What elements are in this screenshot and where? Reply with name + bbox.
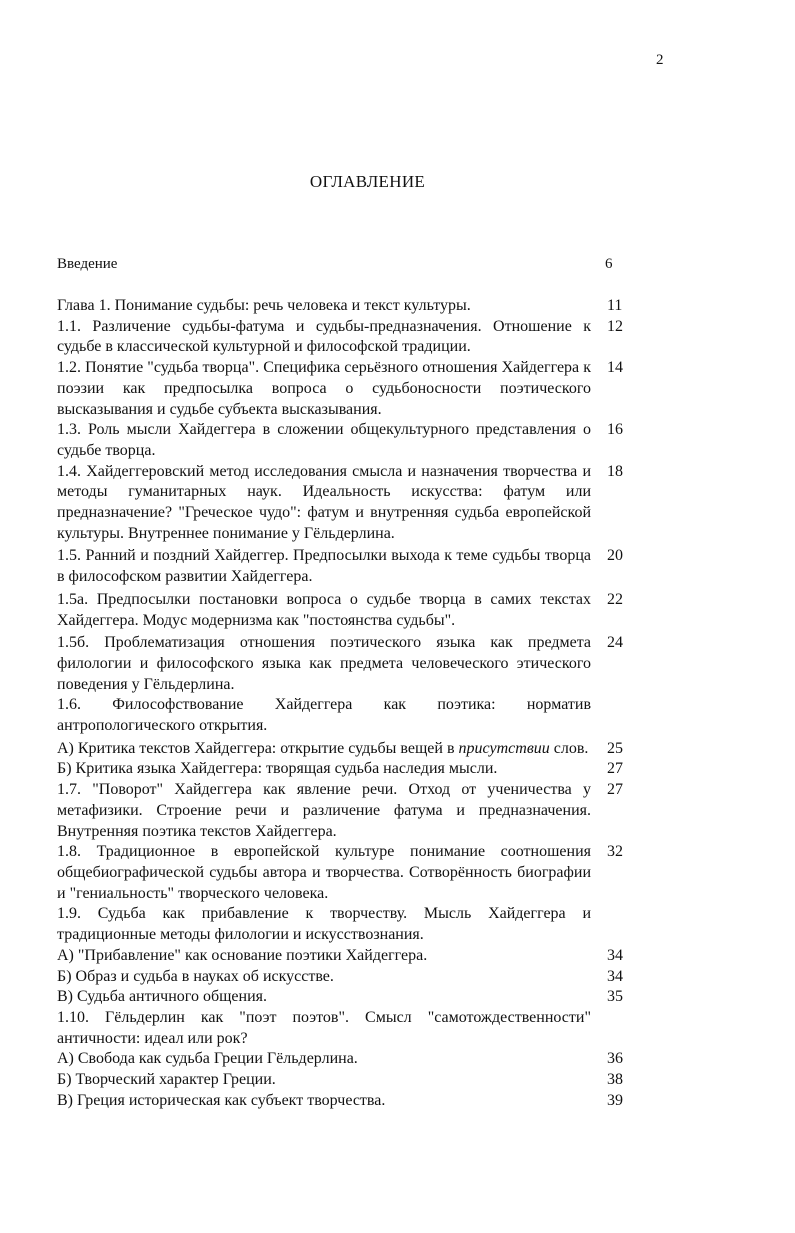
page-number: 2 xyxy=(656,52,664,68)
toc-entry-title: 1.5б. Проблематизация отношения поэтического языка как предмета филологии и философского языка как предмета человеческого этического поведения у Гёльдерлина. xyxy=(57,634,591,693)
toc-entry-page: 34 xyxy=(607,946,623,964)
toc-entry xyxy=(57,358,627,420)
toc-entry xyxy=(57,317,627,358)
toc-entry xyxy=(57,296,627,317)
toc-entry-page: 39 xyxy=(607,1091,623,1109)
toc-entry-title: 1.9. Судьба как прибавление к творчеству. Мысль Хайдеггера и традиционные методы филологии и искусствознания. xyxy=(57,905,591,944)
toc-entry-title: 1.2. Понятие "судьба творца". Специфика серьёзного отношения Хайдеггера к поэзии как предпосылка вопроса о судьбоносности поэтического высказывания и судьбе субъекта высказывания. xyxy=(57,359,591,418)
toc-entry-page: 24 xyxy=(607,634,623,652)
toc-entry xyxy=(57,633,627,695)
toc-entry-page: 36 xyxy=(607,1050,623,1068)
toc-entry-title: Глава 1. Понимание судьбы: речь человека и текст культуры. xyxy=(57,297,471,314)
toc-entry-page: 6 xyxy=(605,256,613,272)
toc-entry xyxy=(57,1008,627,1049)
toc-entry-title: 1.8. Традиционное в европейской культуре понимание соотношения общебиографической судьбы автора и творчества. Сотворённость биографии и "гениальность" творческого человека. xyxy=(57,843,591,902)
toc-entry xyxy=(57,1070,627,1091)
toc-entry xyxy=(57,739,627,760)
toc-entry-page: 27 xyxy=(607,781,623,799)
toc-entry-page: 35 xyxy=(607,988,623,1006)
toc-entry-title: Б) Критика языка Хайдеггера: творящая судьба наследия мысли. xyxy=(57,760,498,778)
toc-entry-title: 1.7. "Поворот" Хайдеггера как явление речи. Отход от ученичества у метафизики. Строение речи и различение фатума и предназначения. Внутренняя поэтика текстов Хайдеггера. xyxy=(57,781,591,840)
toc-entry-page: 18 xyxy=(607,462,623,480)
toc-entry xyxy=(57,967,627,988)
toc-entry xyxy=(57,546,627,587)
toc-entry xyxy=(57,1091,627,1112)
toc-entry-title: А) "Прибавление" как основание поэтики Хайдеггера. xyxy=(57,946,428,964)
toc-entry-page: 32 xyxy=(607,843,623,861)
toc-introduction xyxy=(57,256,627,273)
toc-entry-title: Б) Творческий характер Греции. xyxy=(57,1071,276,1089)
toc-list xyxy=(57,296,627,1111)
toc-entry-title-end: слов. xyxy=(549,739,589,757)
toc-entry-title: 1.5. Ранний и поздний Хайдеггер. Предпосылки выхода к теме судьбы творца в философском развитии Хайдеггера. xyxy=(57,547,591,586)
toc-entry-title: 1.6. Философствование Хайдеггера как поэтика: норматив антропологического открытия. xyxy=(57,696,591,735)
toc-entry-title: В) Судьба античного общения. xyxy=(57,988,267,1006)
toc-entry-title: 1.4. Хайдеггеровский метод исследования смысла и назначения творчества и методы гуманитарных наук. Идеальность искусства: фатум или предназначение? "Греческое чудо": фатум и внутренняя судьба европейской культуры. Внутреннее понимание у Гёльдерлина. xyxy=(57,462,591,542)
toc-entry-title: Введение xyxy=(57,256,118,272)
toc-entry-page: 25 xyxy=(607,739,623,757)
toc-entry-title: 1.10. Гёльдерлин как "поэт поэтов". Смысл "самотождественности" античности: идеал или рок? xyxy=(57,1008,591,1047)
toc-entry xyxy=(57,695,627,736)
toc-entry xyxy=(57,420,627,461)
toc-entry xyxy=(57,590,627,631)
toc-entry-title-italic: присутствии xyxy=(458,739,550,757)
toc-entry-title: А) Свобода как судьба Греции Гёльдерлина. xyxy=(57,1050,358,1068)
toc-entry-page: 16 xyxy=(607,421,623,439)
toc-entry xyxy=(57,842,627,904)
toc-entry xyxy=(57,987,627,1008)
toc-entry-page: 22 xyxy=(607,590,623,608)
toc-entry xyxy=(57,946,627,967)
toc-entry-page: 11 xyxy=(607,297,623,314)
toc-entry-page: 12 xyxy=(607,317,623,335)
toc-entry-title: Б) Образ и судьба в науках об искусстве. xyxy=(57,967,334,985)
page-title: ОГЛАВЛЕНИЕ xyxy=(309,172,426,191)
toc-entry-title: 1.5а. Предпосылки постановки вопроса о судьбе творца в самих текстах Хайдеггера. Модус модернизма как "постоянства судьбы". xyxy=(57,590,591,629)
toc-entry-title: 1.3. Роль мысли Хайдеггера в сложении общекультурного представления о судьбе творца. xyxy=(57,421,591,459)
toc-entry xyxy=(57,462,627,545)
toc-entry-title: В) Греция историческая как субъект творчества. xyxy=(57,1091,386,1109)
toc-entry-page: 27 xyxy=(607,760,623,778)
toc-entry xyxy=(57,759,627,780)
toc-entry-page: 38 xyxy=(607,1071,623,1089)
toc-entry-title xyxy=(57,739,591,760)
toc-entry xyxy=(57,904,627,945)
toc-entry-page: 34 xyxy=(607,967,623,985)
toc-entry-title: 1.1. Различение судьбы-фатума и судьбы-предназначения. Отношение к судьбе в классической культурной и философской традиции. xyxy=(57,317,591,356)
toc-entry-title-main: А) Критика текстов Хайдеггера: открытие судьбы вещей в xyxy=(57,739,459,757)
toc-entry-page: 20 xyxy=(607,547,623,565)
toc-entry xyxy=(57,780,627,842)
toc-entry-page: 14 xyxy=(607,359,623,377)
toc-entry xyxy=(57,1049,627,1070)
